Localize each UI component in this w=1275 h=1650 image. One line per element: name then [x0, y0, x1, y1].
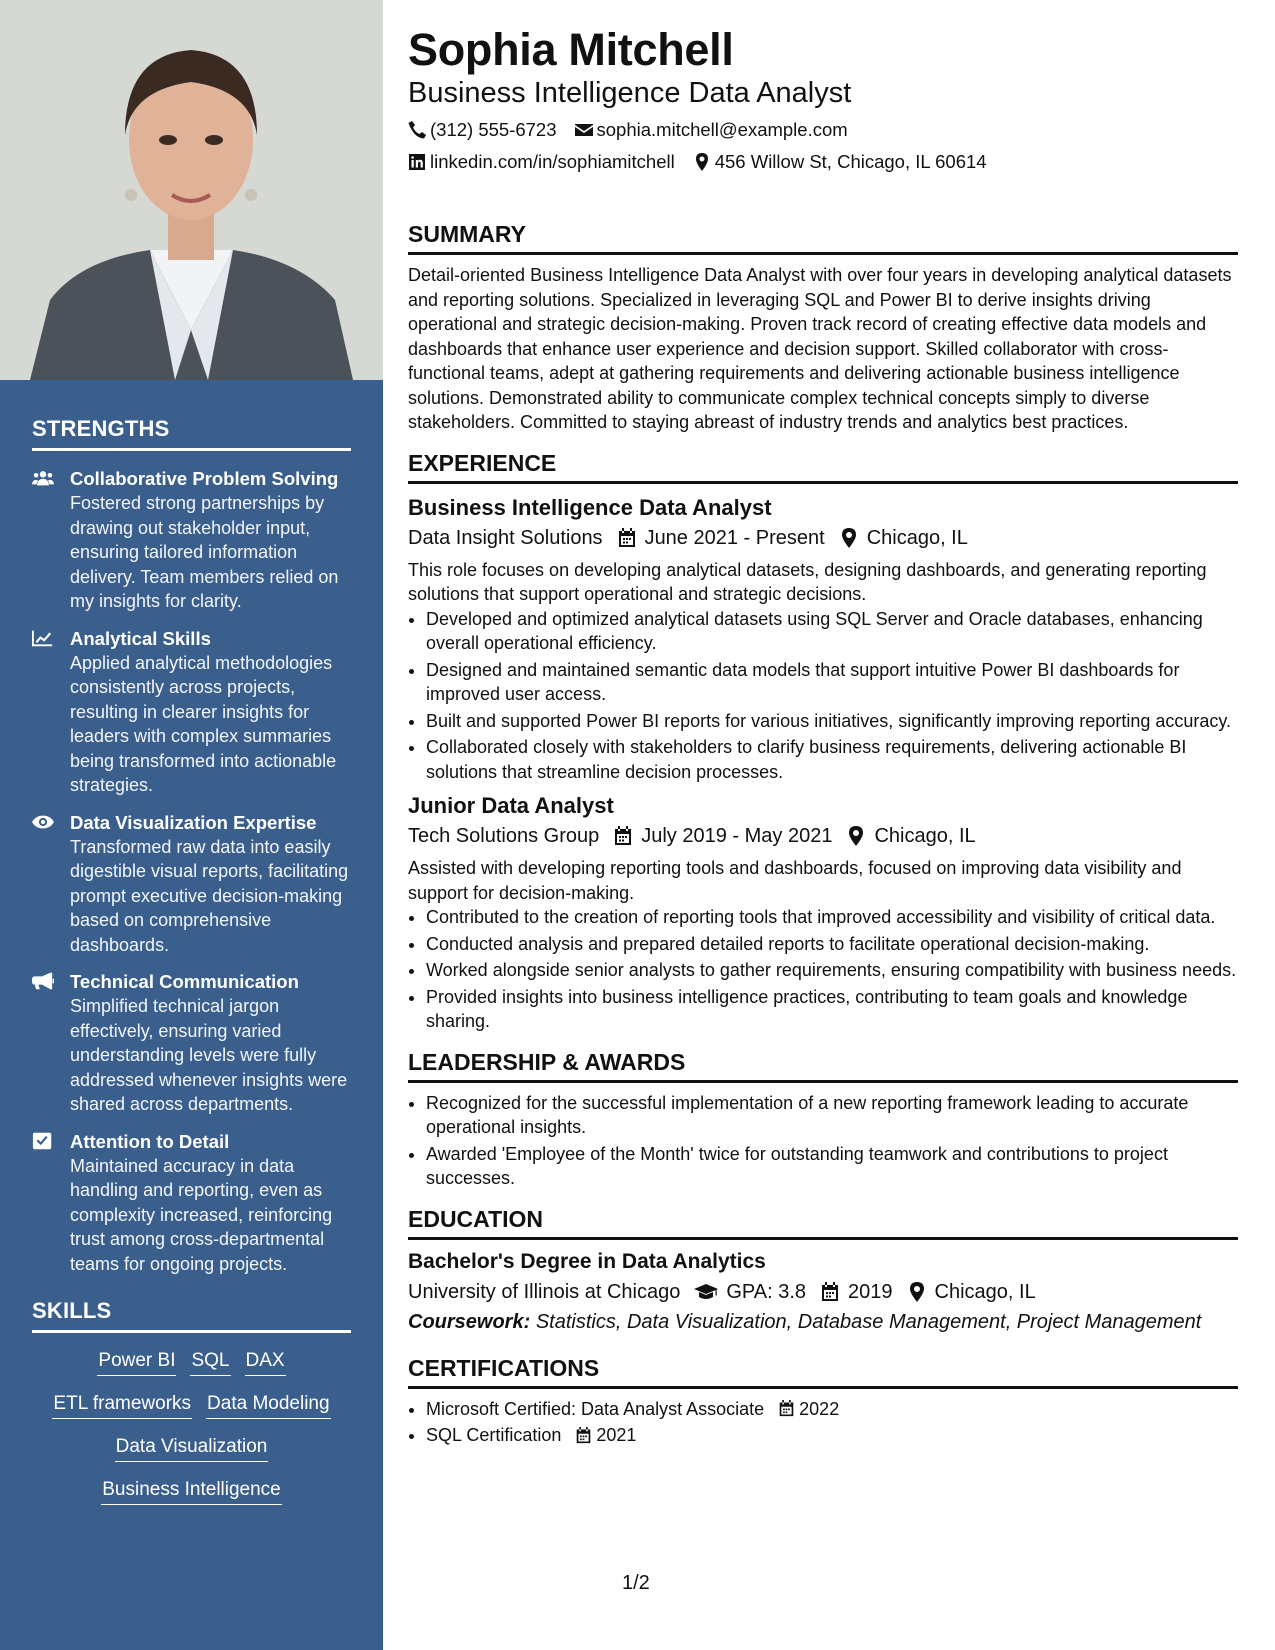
- skill-tag: DAX: [245, 1349, 286, 1376]
- bullhorn-icon: [32, 972, 54, 990]
- linkedin-icon: [408, 153, 426, 171]
- main-content: [408, 0, 1238, 1450]
- candidate-role: Business Intelligence Data Analyst: [408, 77, 852, 109]
- job-intro: Assisted with developing reporting tools and dashboards, focused on improving data visibility and support for decision-making.: [408, 858, 1182, 903]
- job-location: [846, 822, 975, 850]
- chart-line-icon: [32, 629, 54, 647]
- job-intro: This role focuses on developing analytical datasets, designing dashboards, and generating reporting solutions that support operational and strategic decisions.: [408, 559, 1207, 604]
- job-title: Business Intelligence Data Analyst: [408, 494, 772, 520]
- company: Tech Solutions Group: [408, 825, 600, 847]
- sidebar: [0, 0, 383, 1650]
- education-meta: [408, 1278, 1238, 1306]
- job-dates-text: July 2019 - May 2021: [641, 825, 833, 847]
- page-number: 1/2: [622, 1572, 650, 1594]
- strength-title: Data Visualization Expertise: [70, 811, 317, 833]
- contact-row: [408, 150, 1238, 174]
- map-marker-icon: [839, 528, 859, 548]
- job-location-text: Chicago, IL: [874, 825, 976, 847]
- contact-row: [408, 118, 1238, 142]
- envelope-icon: [575, 121, 593, 139]
- gpa: [694, 1278, 806, 1306]
- calendar-icon: [778, 1400, 795, 1417]
- cert-year: 2022: [799, 1398, 840, 1419]
- awards-list: [408, 1091, 1238, 1191]
- strength-item: [32, 467, 351, 614]
- profile-photo: [0, 0, 383, 380]
- gpa-text: GPA: 3.8: [726, 1280, 807, 1303]
- education-location: [907, 1278, 1036, 1306]
- list-item: [426, 1397, 1238, 1422]
- phone-icon: [408, 121, 426, 139]
- summary-heading: SUMMARY: [408, 220, 1238, 255]
- education-heading: EDUCATION: [408, 1205, 1238, 1240]
- graduation-cap-icon: [694, 1282, 718, 1302]
- list-item: • Awarded 'Employee of the Month' twice for outstanding teamwork and contributions to project successes.: [426, 1142, 1238, 1191]
- email-contact[interactable]: [575, 119, 848, 141]
- certifications-list: [408, 1397, 1238, 1448]
- skill-row: [32, 1392, 351, 1419]
- users-icon: [32, 469, 54, 487]
- map-marker-icon: [693, 153, 711, 171]
- skill-row: [32, 1349, 351, 1376]
- skill-tag: Data Visualization: [115, 1435, 269, 1462]
- strength-title: Attention to Detail: [70, 1130, 230, 1152]
- linkedin-contact[interactable]: [408, 151, 675, 173]
- strength-item: [32, 970, 351, 1117]
- strength-item: [32, 627, 351, 798]
- map-marker-icon: [907, 1282, 927, 1302]
- strength-desc: Fostered strong partnerships by drawing out stakeholder input, ensuring tailored information delivery. Team members relied on my insights for clarity.: [70, 493, 339, 611]
- map-marker-icon: [846, 826, 866, 846]
- list-item: • Built and supported Power BI reports for various initiatives, significantly improving reporting accuracy.: [426, 709, 1238, 734]
- job-location-text: Chicago, IL: [866, 526, 968, 549]
- skill-row: [32, 1478, 351, 1505]
- address-text: 456 Willow St, Chicago, IL 60614: [714, 151, 987, 172]
- job-title: Junior Data Analyst: [408, 793, 614, 818]
- skill-tag: Business Intelligence: [101, 1478, 282, 1505]
- check-square-icon: [32, 1132, 54, 1150]
- calendar-icon: [613, 826, 633, 846]
- list-item: • Contributed to the creation of reporting tools that improved accessibility and visibility of critical data.: [426, 905, 1238, 930]
- list-item: • Recognized for the successful implementation of a new reporting framework leading to accurate operational insights.: [426, 1091, 1238, 1140]
- company: Data Insight Solutions: [408, 526, 603, 549]
- year-text: 2019: [848, 1280, 893, 1303]
- coursework: [408, 1308, 1238, 1336]
- strength-title: Analytical Skills: [70, 627, 211, 649]
- calendar-icon: [575, 1427, 592, 1444]
- email-text: sophia.mitchell@example.com: [596, 119, 848, 140]
- strength-item: [32, 1130, 351, 1277]
- certifications-heading: CERTIFICATIONS: [408, 1354, 1238, 1389]
- experience-heading: EXPERIENCE: [408, 449, 1238, 484]
- job-dates: [613, 822, 832, 850]
- job-dates-text: June 2021 - Present: [644, 526, 825, 549]
- job-meta: [408, 524, 1238, 552]
- candidate-name: Sophia Mitchell: [408, 24, 734, 75]
- skill-tag: Data Modeling: [206, 1392, 331, 1419]
- job-entry: [408, 494, 1238, 785]
- job-bullets: [408, 607, 1238, 785]
- job-entry: [408, 792, 1238, 1034]
- graduation-year: [820, 1278, 893, 1306]
- strengths-heading: STRENGTHS: [32, 416, 351, 451]
- list-item: • Conducted analysis and prepared detailed reports to facilitate operational decision-making.: [426, 932, 1238, 957]
- list-item: • Developed and optimized analytical datasets using SQL Server and Oracle databases, enhancing overall operational efficiency.: [426, 607, 1238, 656]
- strength-title: Technical Communication: [70, 971, 299, 992]
- coursework-text: Statistics, Data Visualization, Database Management, Project Management: [535, 1310, 1202, 1333]
- calendar-icon: [820, 1282, 840, 1302]
- skills-list: [32, 1349, 351, 1505]
- phone-text: (312) 555-6723: [430, 119, 557, 140]
- job-location: [839, 524, 968, 552]
- list-item: • Collaborated closely with stakeholders to clarify business requirements, delivering actionable BI solutions that streamline decision processes.: [426, 735, 1238, 784]
- school: University of Illinois at Chicago: [408, 1280, 681, 1303]
- degree-title: Bachelor's Degree in Data Analytics: [408, 1249, 766, 1273]
- job-dates: [617, 524, 825, 552]
- summary-text: Detail-oriented Business Intelligence Data Analyst with over four years in developing analytical datasets and reporting solutions. Specialized in leveraging SQL and Power BI to derive insights driving operational and strategic decision-making. Proven track record of creating effective data models and dashboards that enhance user experience and decision support. Skilled collaborator with cross-functional teams, adept at gathering requirements and delivering actionable business intelligence solutions. Demonstrated ability to communicate complex technical concepts simply to diverse stakeholders. Committed to staying abreast of industry trends and analytics best practices.: [408, 265, 1232, 432]
- cert-year: 2021: [596, 1425, 637, 1445]
- list-item: • Worked alongside senior analysts to gather requirements, ensuring compatibility with business needs.: [426, 958, 1238, 983]
- skill-tag: ETL frameworks: [52, 1392, 192, 1419]
- awards-heading: LEADERSHIP & AWARDS: [408, 1048, 1238, 1083]
- strength-desc: Applied analytical methodologies consistently across projects, resulting in clearer insights for leaders with complex summaries being transformed into actionable strategies.: [70, 652, 337, 795]
- strength-title: Collaborative Problem Solving: [70, 468, 339, 489]
- strength-item: [32, 811, 351, 958]
- skill-tag: SQL: [190, 1349, 230, 1376]
- list-item: • Provided insights into business intelligence practices, contributing to team goals and knowledge sharing.: [426, 985, 1238, 1034]
- eye-icon: [32, 813, 54, 831]
- cert-name: • SQL Certification: [426, 1425, 562, 1445]
- phone-contact[interactable]: [408, 119, 557, 141]
- skills-heading: SKILLS: [32, 1298, 351, 1333]
- job-bullets: [408, 905, 1238, 1034]
- job-meta: [408, 822, 1238, 850]
- education-location-text: Chicago, IL: [934, 1280, 1036, 1303]
- linkedin-text: linkedin.com/in/sophiamitchell: [430, 151, 675, 172]
- list-item: [426, 1423, 1238, 1448]
- skill-row: [32, 1435, 351, 1462]
- list-item: • Designed and maintained semantic data models that support intuitive Power BI dashboards for improved user access.: [426, 658, 1238, 707]
- address-contact: [693, 151, 987, 173]
- strength-desc: Maintained accuracy in data handling and reporting, even as complexity increased, reinforcing trust among cross-departmental teams for ongoing projects.: [70, 1155, 333, 1274]
- strength-desc: Transformed raw data into easily digestible visual reports, facilitating prompt executive decision-making based on comprehensive dashboards.: [70, 836, 349, 955]
- skill-tag: Power BI: [97, 1349, 176, 1376]
- cert-name: • Microsoft Certified: Data Analyst Associate: [426, 1398, 765, 1419]
- strength-desc: Simplified technical jargon effectively, ensuring varied understanding levels were fully addressed whenever insights were shared across departments.: [70, 996, 348, 1114]
- calendar-icon: [617, 528, 637, 548]
- coursework-label: Coursework:: [408, 1310, 531, 1333]
